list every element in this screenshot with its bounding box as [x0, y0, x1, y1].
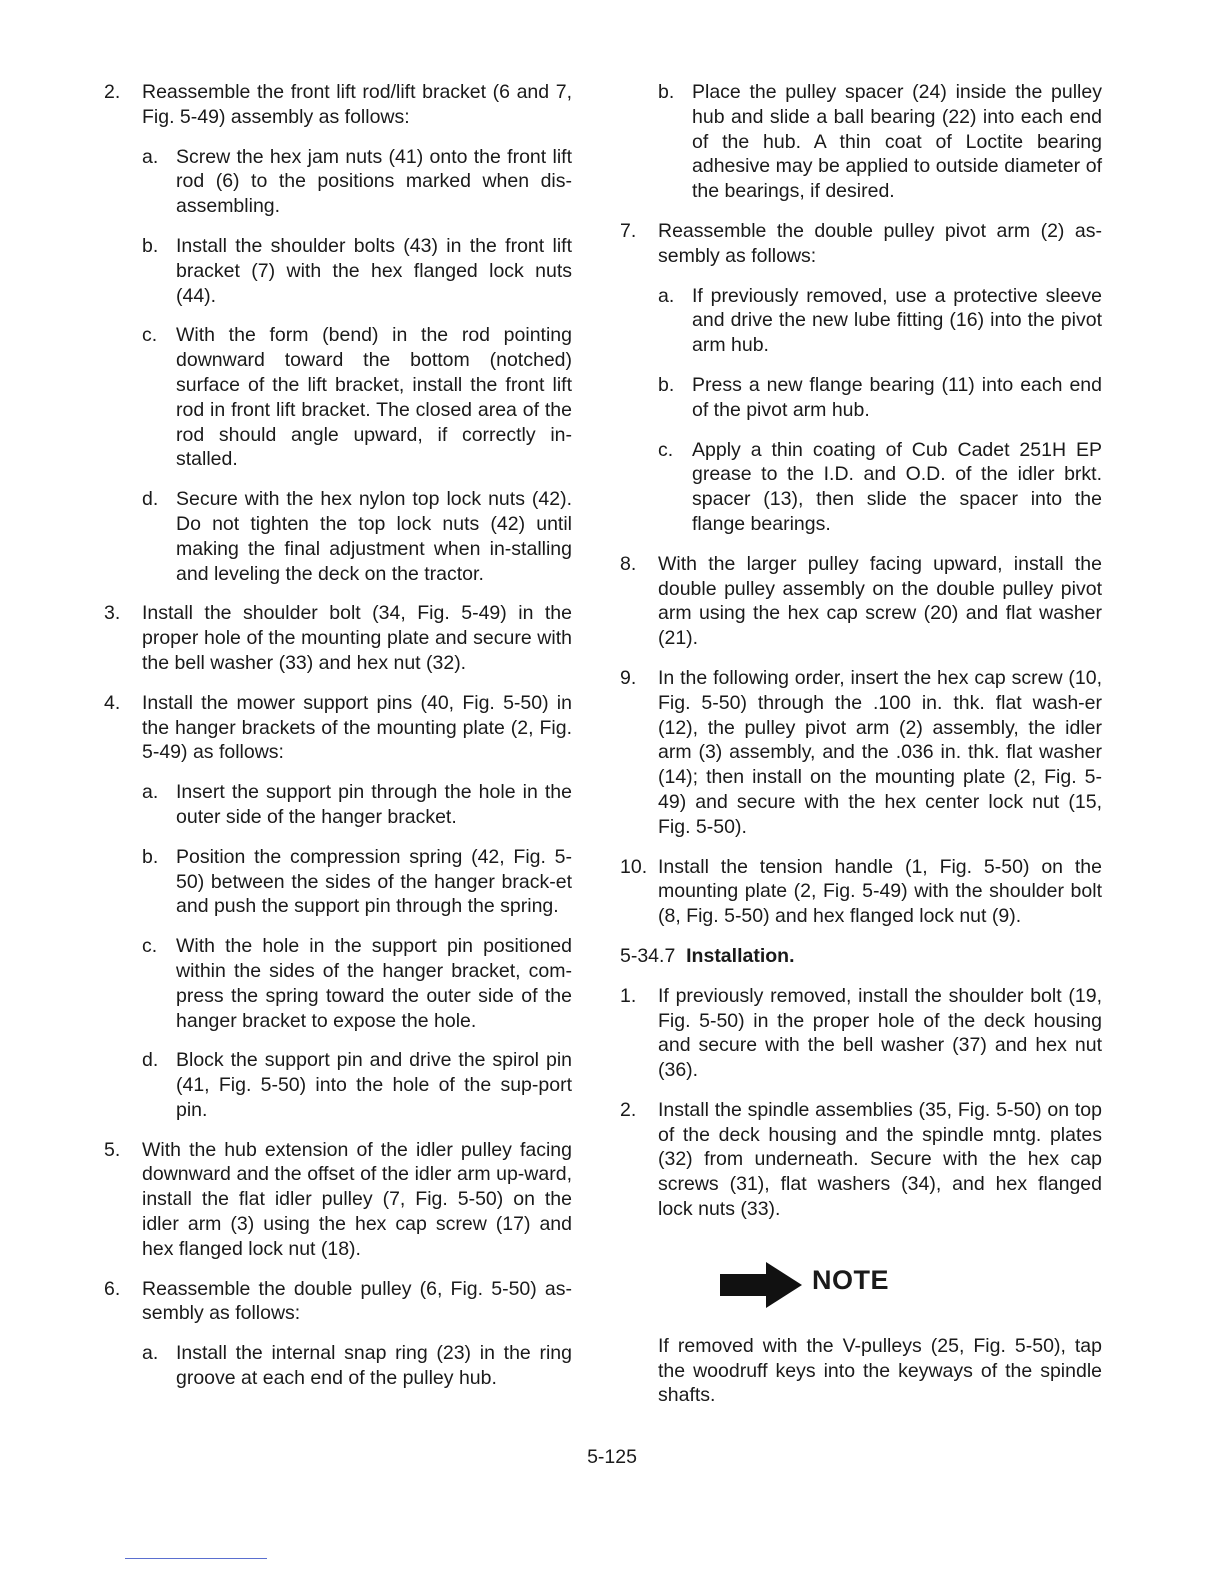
substeps [142, 145, 572, 587]
step-5 [104, 1138, 572, 1262]
step-text: Install the shoulder bolt (34, Fig. 5-49) in the proper hole of the mounting plate and secure with the bell washer (33) and hex nut (32). [142, 602, 572, 674]
step-2 [104, 80, 572, 586]
step-6 [104, 1277, 572, 1391]
substep-4a [142, 780, 572, 830]
substep-text: Block the support pin and drive the spirol pin (41, Fig. 5-50) into the hole of the sup-port pin. [176, 1049, 572, 1121]
substep-7a [658, 284, 1102, 358]
substep-text: Apply a thin coating of Cub Cadet 251H EP grease to the I.D. and O.D. of the idler brkt. spacer (13), then slide the spacer into the flange bearings. [692, 438, 1102, 535]
substep-text: Place the pulley spacer (24) inside the pulley hub and slide a ball bearing (22) into each end of the hub. A thin coat of Loctite bearing adhesive may be applied to outside diameter of the bearings, if desired. [692, 81, 1102, 203]
substep-letter: a. [142, 781, 159, 804]
step-10 [620, 855, 1102, 929]
substep-2c [142, 323, 572, 472]
step-number: 3. [104, 602, 121, 625]
step-number: 1. [620, 984, 637, 1007]
arrow-right-icon [720, 1262, 802, 1308]
step-number: 8. [620, 552, 637, 575]
substep-letter: b. [658, 373, 675, 396]
substep-text: Screw the hex jam nuts (41) onto the front lift rod (6) to the positions marked when dis-assembling. [176, 145, 572, 218]
substeps [658, 284, 1102, 537]
substep-letter: c. [142, 935, 158, 958]
substep-letter: d. [142, 1049, 159, 1072]
substep-6a [142, 1341, 572, 1391]
substep-text: With the form (bend) in the rod pointing downward toward the bottom (notched) surface of the lift bracket, install the front lift rod in front lift bracket. The closed area of the rod should angle upward, if correctly in-stalled. [176, 324, 572, 471]
right-column [620, 80, 1102, 1408]
note-label: NOTE [812, 1264, 890, 1295]
step-text: Reassemble the double pulley pivot arm (2) as-sembly as follows: [658, 219, 1102, 267]
substep-text: Press a new flange bearing (11) into each end of the pivot arm hub. [692, 373, 1102, 421]
step-text: Reassemble the front lift rod/lift bracket (6 and 7, Fig. 5-49) assembly as follows: [142, 81, 572, 128]
step-number: 5. [104, 1138, 121, 1161]
step-number: 2. [104, 81, 121, 103]
substep-text: With the hole in the support pin positioned within the sides of the hanger bracket, com-press the spring toward the outer side of the hanger bracket to expose the hole. [176, 935, 572, 1032]
substep-4b [142, 845, 572, 919]
substep-7b [658, 373, 1102, 423]
step-text: Install the spindle assemblies (35, Fig. 5-50) on top of the deck housing and the spindle mntg. plates (32) from underneath. Secure with the hex cap screws (31), flat washers (34), and hex flanged lock nuts (33). [658, 1098, 1102, 1221]
substep-letter: a. [658, 284, 675, 307]
substep-letter: a. [142, 145, 159, 168]
step-4 [104, 691, 572, 1123]
section-heading [620, 944, 1102, 969]
substep-letter: c. [142, 324, 158, 347]
step-number: 4. [104, 691, 121, 714]
step-number: 9. [620, 666, 637, 689]
install-step-2 [620, 1098, 1102, 1222]
step-number: 2. [620, 1098, 637, 1121]
section-title: Installation. [686, 944, 795, 967]
substeps [142, 1341, 572, 1391]
step-text: Install the tension handle (1, Fig. 5-50) on the mounting plate (2, Fig. 5-49) with the shoulder bolt (8, Fig. 5-50) and hex flanged lock nut (9). [658, 855, 1102, 928]
substep-text: Position the compression spring (42, Fig. 5-50) between the sides of the hanger brack-et and push the support pin through the spring. [176, 845, 572, 918]
substep-letter: d. [142, 488, 159, 511]
step-3 [104, 601, 572, 675]
step-9 [620, 666, 1102, 840]
substep-7c [658, 438, 1102, 537]
substep-letter: b. [142, 234, 159, 257]
section-number: 5-34.7 [620, 944, 676, 967]
left-column [104, 80, 572, 1406]
substep-2a [142, 145, 572, 219]
step-text: With the larger pulley facing upward, install the double pulley assembly on the double pulley pivot arm using the hex cap screw (20) and flat washer (21). [658, 552, 1102, 650]
substep-letter: c. [658, 438, 674, 461]
step-text: If previously removed, install the shoulder bolt (19, Fig. 5-50) in the proper hole of the deck housing and secure with the bell washer (37) and hex nut (36). [658, 984, 1102, 1082]
step-text: In the following order, insert the hex cap screw (10, Fig. 5-50) through the .100 in. thk. flat wash-er (12), the pulley pivot arm (2) assembly, the idler arm (3) assembly, and the .036 in. thk. flat washer (14); then install on the mounting plate (2, Fig. 5-49) and secure with the hex center lock nut (15, Fig. 5-50). [658, 666, 1102, 838]
substep-text: If previously removed, use a protective sleeve and drive the new lube fitting (16) into the pivot arm hub. [692, 284, 1102, 357]
step-7 [620, 219, 1102, 537]
substep-letter: a. [142, 1342, 159, 1365]
substep-2b [142, 234, 572, 308]
note-callout [720, 1260, 1102, 1310]
step-6-continued [620, 80, 1102, 204]
step-8 [620, 552, 1102, 651]
substep-4d [142, 1048, 572, 1122]
note-text: If removed with the V-pulleys (25, Fig. 5-50), tap the woodruff keys into the keyways of the spindle shafts. [658, 1334, 1102, 1407]
step-text: With the hub extension of the idler pulley facing downward and the offset of the idler arm up-ward, install the flat idler pulley (7, Fig. 5-50) on the idler arm (3) using the hex cap screw (17) and hex flanged lock nut (18). [142, 1138, 572, 1260]
substep-2d [142, 487, 572, 586]
step-number: 7. [620, 219, 637, 242]
footer-rule [125, 1558, 267, 1559]
step-text: Reassemble the double pulley (6, Fig. 5-50) as-sembly as follows: [142, 1277, 572, 1325]
step-number: 10. [620, 855, 648, 878]
substep-letter: b. [142, 845, 159, 868]
page-number: 5-125 [587, 1446, 637, 1468]
substep-4c [142, 934, 572, 1033]
substep-text: Install the shoulder bolts (43) in the front lift bracket (7) with the hex flanged lock nuts (44). [176, 234, 572, 307]
substep-text: Install the internal snap ring (23) in the ring groove at each end of the pulley hub. [176, 1342, 572, 1390]
install-step-1 [620, 984, 1102, 1083]
step-text: Install the mower support pins (40, Fig. 5-50) in the hanger brackets of the mounting plate (2, Fig. 5-49) as follows: [142, 691, 572, 764]
substep-text: Insert the support pin through the hole in the outer side of the hanger bracket. [176, 781, 572, 828]
substeps [142, 780, 572, 1123]
step-number: 6. [104, 1277, 121, 1300]
substep-letter: b. [658, 81, 675, 103]
substep-6b [658, 80, 1102, 204]
substep-text: Secure with the hex nylon top lock nuts (42). Do not tighten the top lock nuts (42) until making the final adjustment when in-stalling and leveling the deck on the tractor. [176, 488, 572, 585]
